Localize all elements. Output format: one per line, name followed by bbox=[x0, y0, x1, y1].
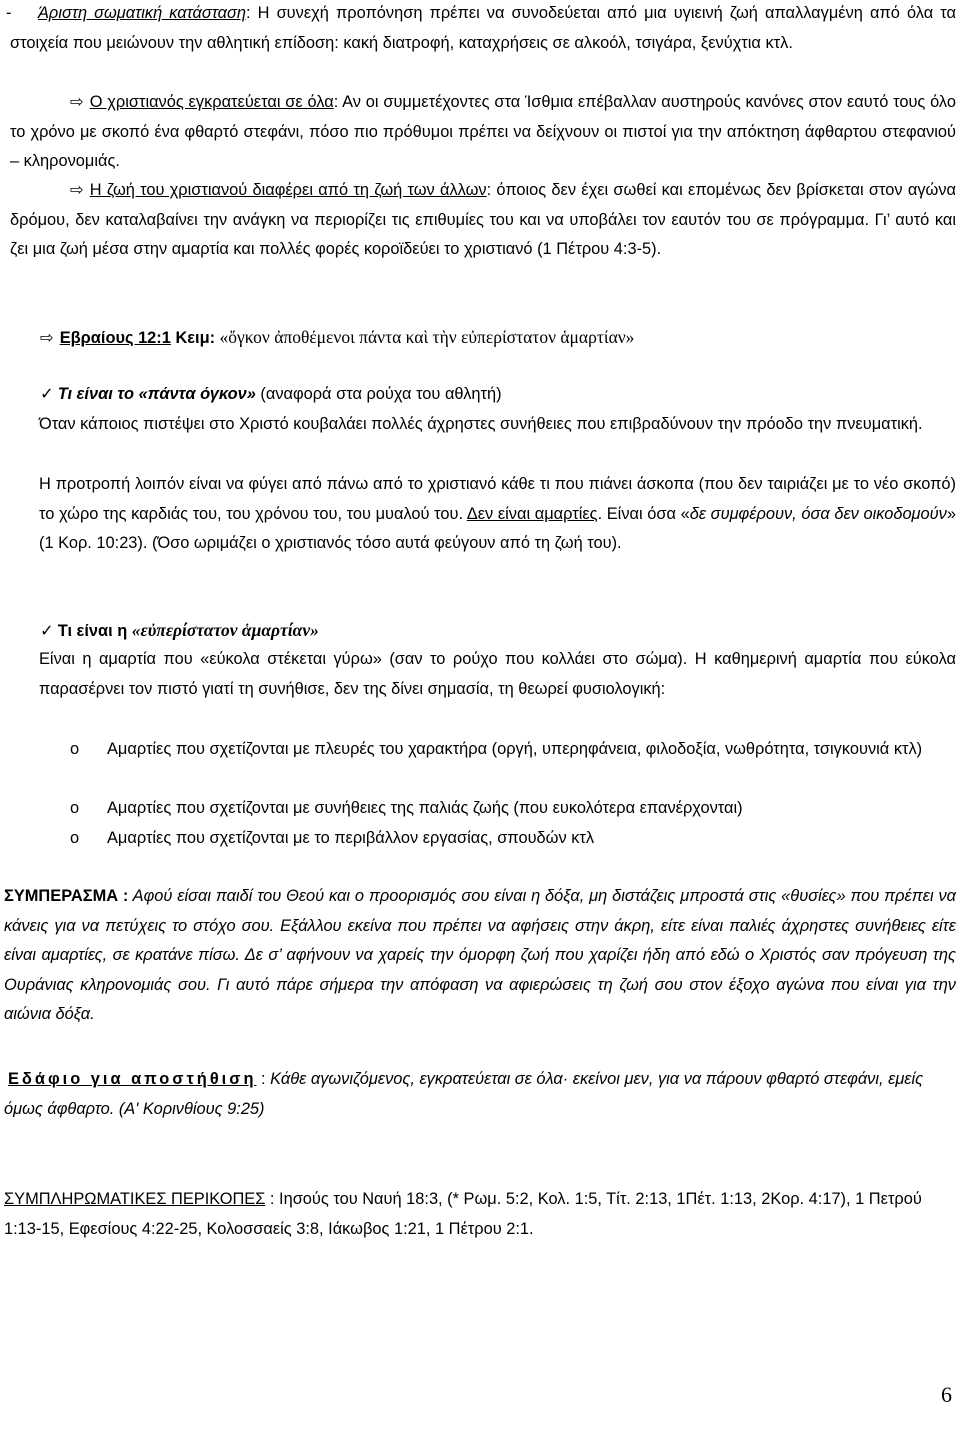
heading-euperistaton bbox=[40, 616, 956, 647]
supplementary-passages bbox=[4, 1185, 956, 1244]
scripture-ref: Εβραίους 12:1 bbox=[59, 329, 171, 347]
heading-quote: «εὐπερίστατον ἁμαρτίαν» bbox=[131, 620, 319, 640]
list-marker: o bbox=[70, 829, 80, 847]
paragraph-text: Όταν κάποιος πιστέψει στο Χριστό κουβαλάει πολλές άχρηστες συνήθειες που επιβραδύνουν την πρόοδο την πνευματική. bbox=[39, 415, 923, 433]
list-marker: o bbox=[70, 799, 80, 817]
paragraph-text: Η συνεχή προπόνηση πρέπει να συνοδεύεται από μια υγιεινή ζωή απαλλαγμένη από όλα τα στοιχεία που μειώνουν την αθλητική επίδοση: κακή διατροφή, καταχρήσεις σε αλκοόλ, τσιγάρα, ξενύχτια κτλ. bbox=[10, 4, 956, 52]
heading-panta-ogkon bbox=[40, 380, 956, 410]
paragraph-text: Είναι η αμαρτία που «εύκολα στέκεται γύρω» (σαν το ρούχο που κολλάει στο σώμα). Η καθημερινή αμαρτία που εύκολα παρασέρνει τον πιστό γιατί τη συνήθισε, δεν της δίνει σημασία, τη θεωρεί φυσιολογική: bbox=[39, 650, 956, 698]
check-icon: ✓ bbox=[40, 385, 54, 403]
arrow-right-icon: ⇨ bbox=[70, 181, 84, 199]
not-sins-text: Δεν είναι αμαρτίες bbox=[466, 504, 598, 523]
scripture-quote: «ὄγκον ἀποθέμενοι πάντα καὶ τὴν εὐπερίστατον ἁμαρτίαν» bbox=[215, 327, 635, 347]
list-item-text: Αμαρτίες που σχετίζονται με πλευρές του χαρακτήρα (οργή, υπερηφάνεια, φιλοδοξία, νωθρότητα, τσιγκουνιά κτλ) bbox=[107, 740, 923, 758]
conclusion-text: Αφού είσαι παιδί του Θεού και ο προορισμός σου είναι η δόξα, μη διστάζεις μπροστά στις «θυσίες» που πρέπει να κάνεις για να πετύχεις το στόχο σου. Εξάλλου εκείνα που πρέπει να αφήσεις στην άκρη, είτε είναι παλιές άχρηστες συνήθειες είτε είναι αμαρτίες, σε κρατάνε πίσω. Δε σ’ αφήνουν να χαρείς την όμορφη ζωή που χαρίζει ήδη από εδώ ο Χριστός σαν πρόγευση της Ουράνιας κληρονομιάς σου. Γι αυτό πάρε σήμερα την απόφαση να αφιερώσεις τη ζωή σου στον έξοχο αγώνα που είναι για την αιώνια δόξα. bbox=[4, 887, 956, 1023]
quote-text: δε συμφέρουν, όσα δεν οικοδομούν bbox=[689, 504, 947, 523]
memory-verse-label: Εδάφιο για αποστήθιση bbox=[8, 1070, 257, 1088]
arrow-right-icon: ⇨ bbox=[40, 329, 54, 347]
list-item-text: Αμαρτίες που σχετίζονται με το περιβάλλον εργασίας, σπουδών κτλ bbox=[107, 829, 595, 847]
paragraph-text: : όποιος δεν έχει σωθεί και επομένως δεν βρίσκεται στον αγώνα δρόμου, δεν καταλαβαίνει την ανάγκη να περιορίζει τις επιθυμίες του και να υποβάλει τον εαυτόν του σε πρόγραμμα. Γι’ αυτό και ζει μια ζωή μέσα στην αμαρτία και πολλές φορές κοροϊδεύει το χριστιανό (1 Πέτρου 4:3-5). bbox=[10, 181, 956, 258]
paragraph-habits bbox=[39, 410, 956, 440]
paragraph-christian-life bbox=[10, 176, 956, 265]
arrow-right-icon: ⇨ bbox=[70, 93, 84, 111]
supplementary-label: ΣΥΜΠΛΗΡΩΜΑΤΙΚΕΣ ΠΕΡΙΚΟΠΕΣ bbox=[4, 1190, 266, 1208]
heading-quote: «πάντα όγκον» bbox=[138, 385, 256, 403]
paragraph-physical-condition: - Άριστη σωματική κατάσταση: Η συνεχή προπόνηση πρέπει να συνοδεύεται από μια υγιεινή ζωή απαλλαγμένη από όλα τα στοιχεία που μειώνουν την αθλητική επίδοση: κακή διατροφή, καταχρήσεις σε αλκοόλ, τσιγάρα, ξενύχτια κτλ. bbox=[10, 0, 956, 58]
check-icon: ✓ bbox=[40, 622, 54, 640]
list-item-text: Αμαρτίες που σχετίζονται με συνήθειες της παλιάς ζωής (που ευκολότερα επανέρχονται) bbox=[107, 799, 743, 817]
heading-text: Τι είναι το bbox=[57, 385, 139, 403]
supplementary-text: : Ιησούς του Ναυή 18:3, (* Ρωμ. 5:2, Κολ. 1:5, Τίτ. 2:13, 1Πέτ. 1:13, 2Κορ. 4:17), 1 Πετρού 1:13-15, Εφεσίους 4:22-25, Κολοσσαείς 3:8, Ιάκωβος 1:21, 1 Πέτρου 2:1. bbox=[4, 1190, 922, 1238]
conclusion-label: ΣΥΜΠΕΡΑΣΜΑ : bbox=[4, 887, 129, 905]
conclusion-paragraph bbox=[4, 882, 956, 1030]
heading-text: Τι είναι η bbox=[57, 622, 132, 640]
paragraph-title: Άριστη σωματική κατάσταση bbox=[38, 4, 246, 22]
paragraph-exhortation: Η προτροπή λοιπόν είναι να φύγει από πάνω από το χριστιανό κάθε τι που πιάνει άσκοπα (που δεν ταιριάζει με το νέο σκοπό) το χώρο της καρδιάς του, του χρόνου του, του μυαλού του. Δεν είναι αμαρτίες. Είναι όσα «δε συμφέρουν, όσα δεν οικοδομούν» (1 Κορ. 10:23). (Όσο ωριμάζει ο χριστιανός τόσο αυτά φεύγουν από τη ζωή του). bbox=[39, 475, 956, 552]
heading-rest: (αναφορά στα ρούχα του αθλητή) bbox=[255, 385, 502, 403]
paragraph-daily-sin bbox=[39, 645, 956, 704]
list-marker: o bbox=[70, 740, 80, 758]
paragraph-text: : Αν οι συμμετέχοντες στα Ίσθμια επέβαλλαν αυστηρούς κανόνες στον εαυτό τους όλο το χρόνο με σκοπό ένα φθαρτό στεφάνι, πόσο πιο πρόθυμοι πρέπει να δείχνουν οι πιστοί για την απόκτηση άφθαρτου στεφανιού – κληρονομιάς. bbox=[10, 93, 956, 170]
scripture-label: Κειμ: bbox=[170, 329, 216, 347]
memory-verse: Εδάφιο για αποστήθιση : Κάθε αγωνιζόμενος, εγκρατεύεται σε όλα· εκείνοι μεν, για να πάρουν φθαρτό στεφάνι, εμείς όμως άφθαρτο. (Α' Κορινθίους 9:25) bbox=[4, 1070, 924, 1118]
paragraph-title: Ο χριστιανός εγκρατεύεται σε όλα bbox=[89, 93, 334, 111]
paragraph-self-control bbox=[10, 88, 956, 177]
page-number: 6 bbox=[941, 1382, 952, 1407]
scripture-reference bbox=[40, 323, 956, 354]
memory-verse-text: Κάθε αγωνιζόμενος, εγκρατεύεται σε όλα· εκείνοι μεν, για να πάρουν φθαρτό στεφάνι, εμείς όμως άφθαρτο. (Α' Κορινθίους 9:25) bbox=[4, 1070, 924, 1118]
paragraph-title: Η ζωή του χριστιανού διαφέρει από τη ζωή των άλλων bbox=[89, 181, 487, 199]
list-dash: - bbox=[6, 4, 12, 22]
